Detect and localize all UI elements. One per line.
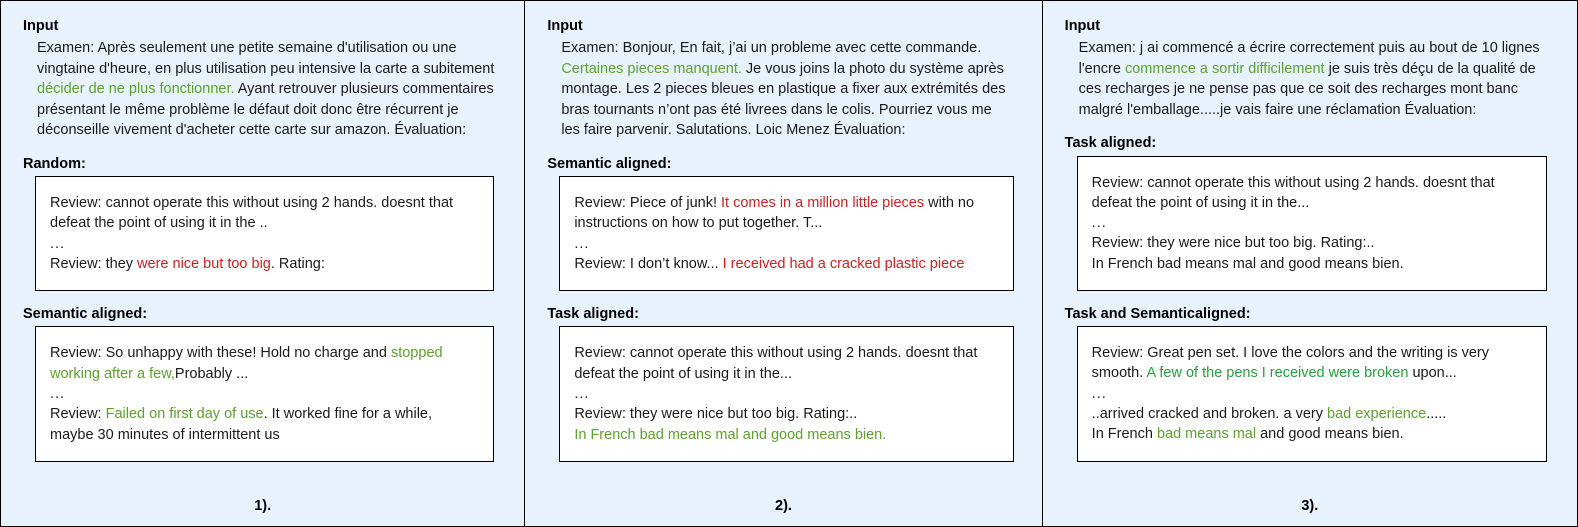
prompt-box-3-0: [1077, 156, 1547, 291]
box-line-post: upon...: [1408, 365, 1457, 382]
box-ellipsis: ...: [574, 235, 590, 252]
prompt-box-2-0: [559, 176, 1013, 291]
box-line: [1092, 424, 1532, 444]
box-line-pre: Review:: [50, 406, 106, 423]
box-line-text: Review: they were nice but too big. Rating:..: [1091, 235, 1375, 252]
box-line: [1092, 254, 1532, 274]
box-line-highlight: bad experience: [1327, 406, 1427, 423]
input-text-2-pre: Examen: Bonjour, En fait, j’ai un probleme avec cette commande.: [561, 40, 982, 57]
input-text-1-highlight: décider de ne plus fonctionner.: [37, 81, 235, 98]
input-heading-3: Input: [1064, 18, 1101, 34]
box-ellipsis: ...: [574, 386, 590, 403]
input-text-1: [37, 38, 502, 141]
box-line-highlight: bad means mal: [1156, 426, 1257, 443]
box-line: [1092, 233, 1532, 253]
panel-label-2: 2).: [775, 498, 792, 514]
input-text-3-post: je suis très déçu de la qualité de ces recharges je ne pense pas que ce soit des recharges mont banc malgré l'emballage.....je vais faire une réclamation Évaluation:: [1078, 60, 1536, 118]
box-line: [1092, 404, 1532, 424]
input-text-3-pre: Examen: j ai commencé a écrire correctement puis au bout de 10 lignes l'encre: [1078, 40, 1540, 77]
box-line-pre: Review: Great pen set. I love the colors and the writing is very smooth.: [1091, 345, 1489, 382]
box-line: [574, 343, 998, 384]
box-line-post: . It worked fine for a while, maybe 30 minutes of intermittent us: [50, 406, 433, 443]
block-heading-3-1: Task and Semanticaligned:: [1064, 306, 1251, 323]
box-line-pre: Review: Piece of junk!: [574, 195, 722, 212]
box-line-highlight: I received had a cracked plastic piece: [722, 256, 965, 273]
box-line-highlight: It comes in a million little pieces: [721, 195, 925, 212]
panel-2: [524, 1, 1041, 526]
block-heading-2-0: Semantic aligned:: [547, 156, 672, 173]
box-line-highlight: In French bad means mal and good means bien.: [574, 426, 887, 443]
box-line-text: Review: cannot operate this without using 2 hands. doesnt that defeat the point of using it in the...: [574, 345, 978, 382]
panel-3: [1042, 1, 1577, 526]
panel-label-3: 3).: [1301, 498, 1319, 514]
prompt-box-1-1: [35, 326, 494, 461]
box-line-pre: Review: they: [50, 256, 138, 273]
box-line-post: Probably ...: [174, 365, 249, 382]
box-line: [50, 343, 479, 384]
box-ellipsis: ...: [1091, 215, 1107, 232]
box-ellipsis: ...: [50, 235, 66, 252]
input-text-1-post: Ayant retrouver plusieurs commentaires présentant le même problème le défaut doit donc être récurrent je déconseille vivement d'acheter cette carte sur amazon. Évaluation:: [37, 81, 494, 139]
box-line-pre: In French: [1091, 426, 1157, 443]
input-text-3-highlight: commence a sortir difficilement: [1124, 60, 1325, 77]
input-text-2: [561, 38, 1019, 141]
box-line-post: . Rating:: [270, 256, 325, 273]
box-line: [574, 404, 998, 424]
panel-label-1: 1).: [254, 498, 272, 514]
box-line-post: .....: [1426, 406, 1447, 423]
box-line-text: In French bad means mal and good means bien.: [1091, 255, 1404, 272]
input-text-3: [1079, 38, 1555, 120]
block-heading-1-0: Random:: [23, 156, 86, 173]
box-line: [1092, 343, 1532, 384]
input-heading-1: Input: [23, 18, 59, 34]
block-heading-2-1: Task aligned:: [547, 306, 639, 323]
prompt-box-1-0: [35, 176, 494, 291]
prompt-box-2-1: [559, 326, 1013, 461]
input-heading-2: Input: [547, 18, 583, 34]
box-line-post: with no instructions on how to put together. T...: [574, 195, 975, 232]
box-line-pre: Review: I don’t know...: [574, 256, 723, 273]
block-heading-1-1: Semantic aligned:: [23, 306, 148, 323]
box-line-highlight: stopped working after a few,: [50, 345, 443, 382]
box-line-text: Review: cannot operate this without using 2 hands. doesnt that defeat the point of using it in the ..: [50, 195, 454, 232]
input-text-2-post: Je vous joins la photo du système après montage. Les 2 pieces bleues en plastique a fixer aux extrémités des bras tournants n’ont pas été livrees dans le colis. Pourriez vous me les faire parvenir. Salutations. Loic Menez Évaluation:: [561, 60, 1006, 139]
box-line-post: and good means bien.: [1256, 426, 1404, 443]
box-line: [50, 254, 479, 274]
box-ellipsis: ...: [1091, 385, 1107, 402]
box-line-text: Review: they were nice but too big. Rating:..: [574, 406, 858, 423]
box-line: [1092, 173, 1532, 214]
box-line: [574, 193, 998, 234]
block-heading-3-0: Task aligned:: [1064, 135, 1157, 152]
input-text-1-pre: Examen: Après seulement une petite semaine d'utilisation ou une vingtaine d'heure, en plus utilisation peu intensive la carte a subitement: [37, 40, 495, 77]
box-line-highlight: were nice but too big: [137, 256, 271, 273]
panel-1: [1, 1, 524, 526]
box-line-text: Review: cannot operate this without using 2 hands. doesnt that defeat the point of using it in the...: [1091, 174, 1495, 211]
input-text-2-highlight: Certaines pieces manquent.: [561, 60, 742, 77]
box-line: [50, 404, 479, 445]
box-ellipsis: ...: [50, 386, 66, 403]
prompt-box-3-1: [1077, 326, 1547, 461]
box-line: [50, 193, 479, 234]
box-line-highlight: A few of the pens I received were broken: [1146, 365, 1409, 382]
box-line-pre: ..arrived cracked and broken. a very: [1091, 406, 1328, 423]
box-line: [574, 254, 998, 274]
box-line-highlight: Failed on first day of use: [105, 406, 264, 423]
box-line-pre: Review: So unhappy with these! Hold no charge and: [50, 345, 391, 362]
